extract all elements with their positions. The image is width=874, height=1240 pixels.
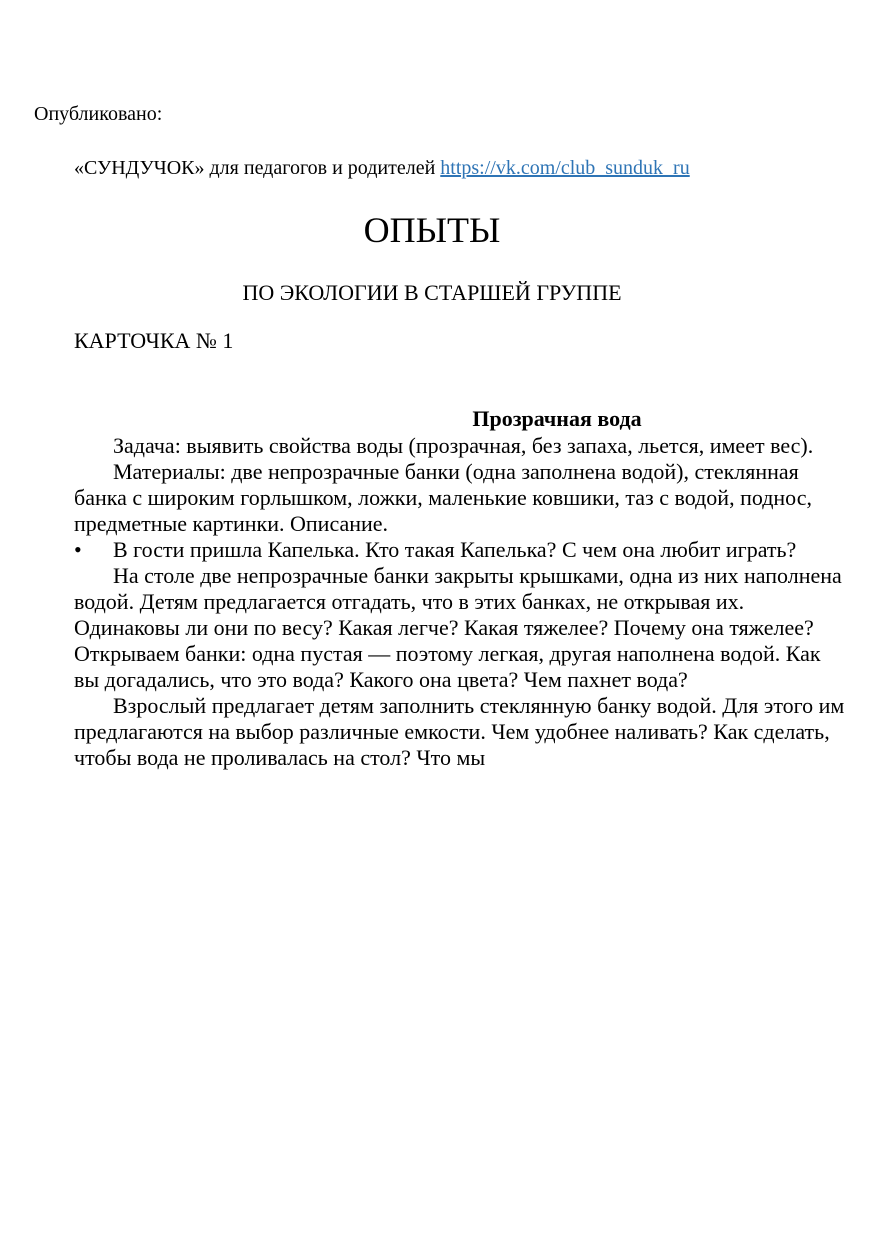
materials-paragraph: Материалы: две непрозрачные банки (одна заполнена водой), стеклянная банка с широким горлышком, ложки, маленькие ковшики, таз с водой, поднос, предметные картинки. Описание. bbox=[74, 459, 812, 536]
section-body bbox=[74, 405, 850, 771]
task-paragraph: Задача: выявить свойства воды (прозрачная, без запаха, льется, имеет вес). bbox=[113, 433, 814, 458]
source-text: «СУНДУЧОК» для педагогов и родителей bbox=[74, 157, 436, 179]
page-title: ОПЫТЫ bbox=[363, 210, 501, 250]
published-label: Опубликовано: bbox=[34, 103, 163, 125]
card-label: КАРТОЧКА № 1 bbox=[74, 328, 234, 353]
page-subtitle: ПО ЭКОЛОГИИ В СТАРШЕЙ ГРУППЕ bbox=[242, 280, 622, 305]
list-item bbox=[74, 537, 850, 563]
description-paragraph: На столе две непрозрачные банки закрыты крышками, одна из них наполнена водой. Детям предлагается отгадать, что в этих банках, не открывая их. Одинаковы ли они по весу? Какая легче? Какая тяжелее? Почему она тяжелее? Открываем банки: одна пустая — поэтому легкая, другая наполнена водой. Как вы догадались, что это вода? Какого она цвета? Чем пахнет вода? bbox=[74, 563, 842, 692]
instruction-paragraph: Взрослый предлагает детям заполнить стеклянную банку водой. Для этого им предлагаются на выбор различные емкости. Чем удобнее наливать? Как сделать, чтобы вода не проливалась на стол? Что мы bbox=[74, 693, 845, 770]
source-line bbox=[74, 155, 690, 181]
source-link[interactable]: https://vk.com/club_sunduk_ru bbox=[440, 157, 690, 179]
bullet-text: В гости пришла Капелька. Кто такая Капелька? С чем она любит играть? bbox=[113, 537, 797, 562]
bullet-marker: • bbox=[74, 537, 82, 562]
section-heading: Прозрачная вода bbox=[472, 406, 642, 431]
